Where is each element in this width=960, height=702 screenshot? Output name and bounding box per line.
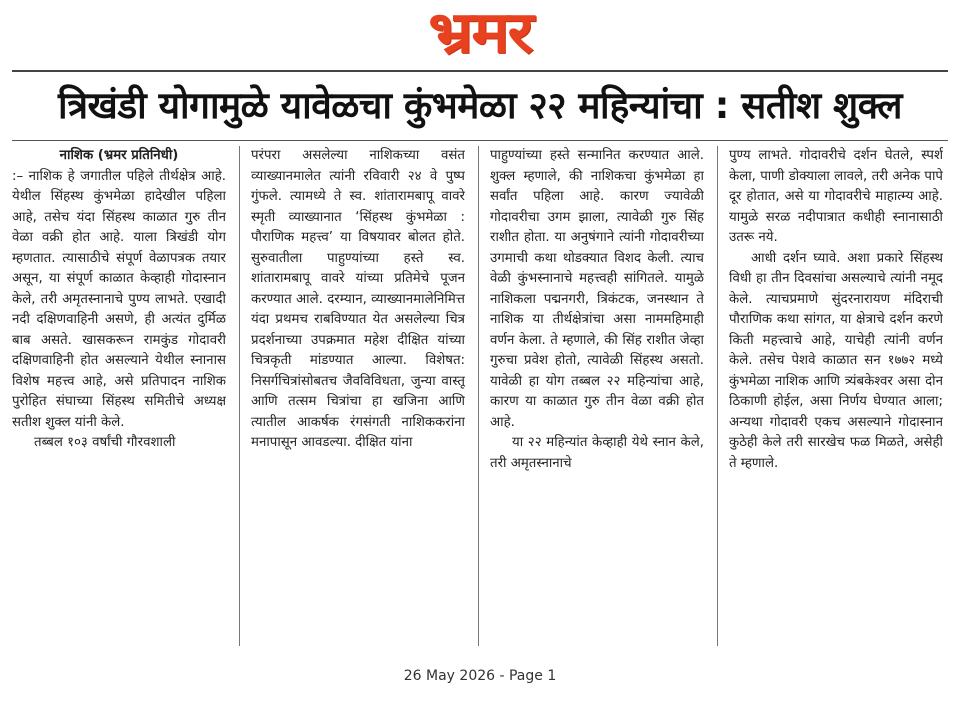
column-divider: [478, 146, 479, 646]
article-paragraph: :– नाशिक हे जगातील पहिले तीर्थक्षेत्र आहे. येथील सिंहस्थ कुंभमेळा हादेखील पहिला आहे, तसेच यंदा सिंहस्थ काळात गुरु तीन वेळा वक्री होत आहे. याला त्रिखंडी योग म्हणतात. त्यासाठीचे संपूर्ण वेळापत्रक तयार असून, या संपूर्ण काळात केव्हाही गोदास्नान केले, तरी अमृतस्नानाचे पुण्य लाभते. एखादी नदी दक्षिणवाहिनी असणे, ही अत्यंत दुर्मिळ बाब असते. खासकरून रामकुंड गोदावरी दक्षिणवाहिनी होत असल्याने येथील स्नानास विशेष महत्त्व आहे, असे प्रतिपादन नाशिक पुरोहित संघाच्या सिंहस्थ समितीचे अध्यक्ष सतीश शुक्ल यांनी केले.: [12, 168, 226, 430]
article-paragraph: पाहुण्यांच्या हस्ते सन्मानित करण्यात आले. शुक्ल म्हणाले, की नाशिकचा कुंभमेळा हा सर्वांत पहिला आहे. कारण ज्यावेळी गोदावरीचा उगम झाला, त्यावेळी गुरु सिंह राशीत होता. या अनुषंगाने त्यांनी गोदावरीच्या उगमाची कथा थोडक्यात विशद केली. त्याच वेळी कुंभस्नानाचे महत्त्वही सांगितले. यामुळे नाशिकला पद्मनगरी, त्रिकंटक, जनस्थान ते नाशिक या तीर्थक्षेत्रांचा असा नाममहिमाही वर्णन केला. ते म्हणाले, की सिंह राशीत जेव्हा गुरुचा प्रवेश होतो, त्यावेळी सिंहस्थ असतो. यावेळी हा योग तब्बल २२ महिन्यांचा आहे, कारण या काळात गुरु तीन वेळा वक्री होत आहे.: [490, 148, 704, 430]
article-dateline: नाशिक (भ्रमर प्रतिनिधी): [59, 148, 179, 163]
article-paragraph: या २२ महिन्यांत केव्हाही येथे स्नान केले, तरी अमृतस्नानाचे: [490, 435, 704, 471]
article-paragraph: पुण्य लाभते. गोदावरीचे दर्शन घेतले, स्पर्श केला, पाणी डोक्याला लावले, तरी अनेक पापे दूर होतात, असे या गोदावरीचे माहात्म्य आहे. यामुळे सरळ नदीपात्रात कधीही स्नानासाठी उतरू नये.: [729, 148, 943, 245]
masthead: [0, 0, 960, 67]
masthead-rule: [12, 70, 948, 72]
article-paragraph: तब्बल १०३ वर्षांची गौरवशाली: [34, 435, 176, 450]
article-column-1: [12, 146, 226, 646]
column-divider: [239, 146, 240, 646]
article-column-2: [251, 146, 465, 646]
headline-rule: [12, 140, 948, 141]
newspaper-logo: भ्रमर: [428, 0, 532, 67]
article-body: [12, 146, 948, 648]
article-column-3: [490, 146, 704, 646]
article-column-4: [729, 146, 943, 646]
page-footer: 26 May 2026 - Page 1: [403, 668, 557, 684]
article-headline: त्रिखंडी योगामुळे यावेळचा कुंभमेळा २२ महिन्यांचा : सतीश शुक्ल: [58, 84, 902, 127]
column-divider: [717, 146, 718, 646]
article-paragraph: आधी दर्शन घ्यावे. अशा प्रकारे सिंहस्थ विधी हा तीन दिवसांचा असल्याचे त्यांनी नमूद केले. त्याचप्रमाणे सुंदरनारायण मंदिराची पौराणिक कथा सांगत, या क्षेत्राचे दर्शन करणे किती महत्त्वाचे आहे, याचेही त्यांनी वर्णन केले. तसेच पेशवे काळात सन १७७२ मध्ये कुंभमेळा नाशिक आणि त्र्यंबकेश्वर असा दोन ठिकाणी होईल, असा निर्णय घेण्यात आला; अन्यथा गोदावरी एकच असल्याने गोदास्नान कुठेही केले तरी सारखेच फळ मिळते, असेही ते म्हणाले.: [729, 250, 943, 471]
article-paragraph: परंपरा असलेल्या नाशिकच्या वसंत व्याख्यानमालेत त्यांनी रविवारी २४ वे पुष्प गुंफले. त्यामध्ये ते स्व. शांतारामबापू वावरे स्मृती व्याख्यानात ‘सिंहस्थ कुंभमेळा : पौराणिक महत्त्व’ या विषयावर बोलत होते. सुरुवातीला पाहुण्यांच्या हस्ते स्व. शांतारामबापू वावरे यांच्या प्रतिमेचे पूजन करण्यात आले. दरम्यान, व्याख्यानमालेनिमित्त यंदा प्रथमच राबविण्यात येत असलेल्या चित्र प्रदर्शनाच्या उपक्रमात महेश दीक्षित यांच्या चित्रकृती मांडण्यात आल्या. विशेषत: निसर्गचित्रांसोबतच जैवविविधता, जुन्या वास्तू आणि तत्सम चित्रांचा हा खजिना आणि त्यातील आकर्षक रंगसंगती नाशिककरांना मनापासून आवडल्या. दीक्षित यांना: [251, 148, 465, 450]
